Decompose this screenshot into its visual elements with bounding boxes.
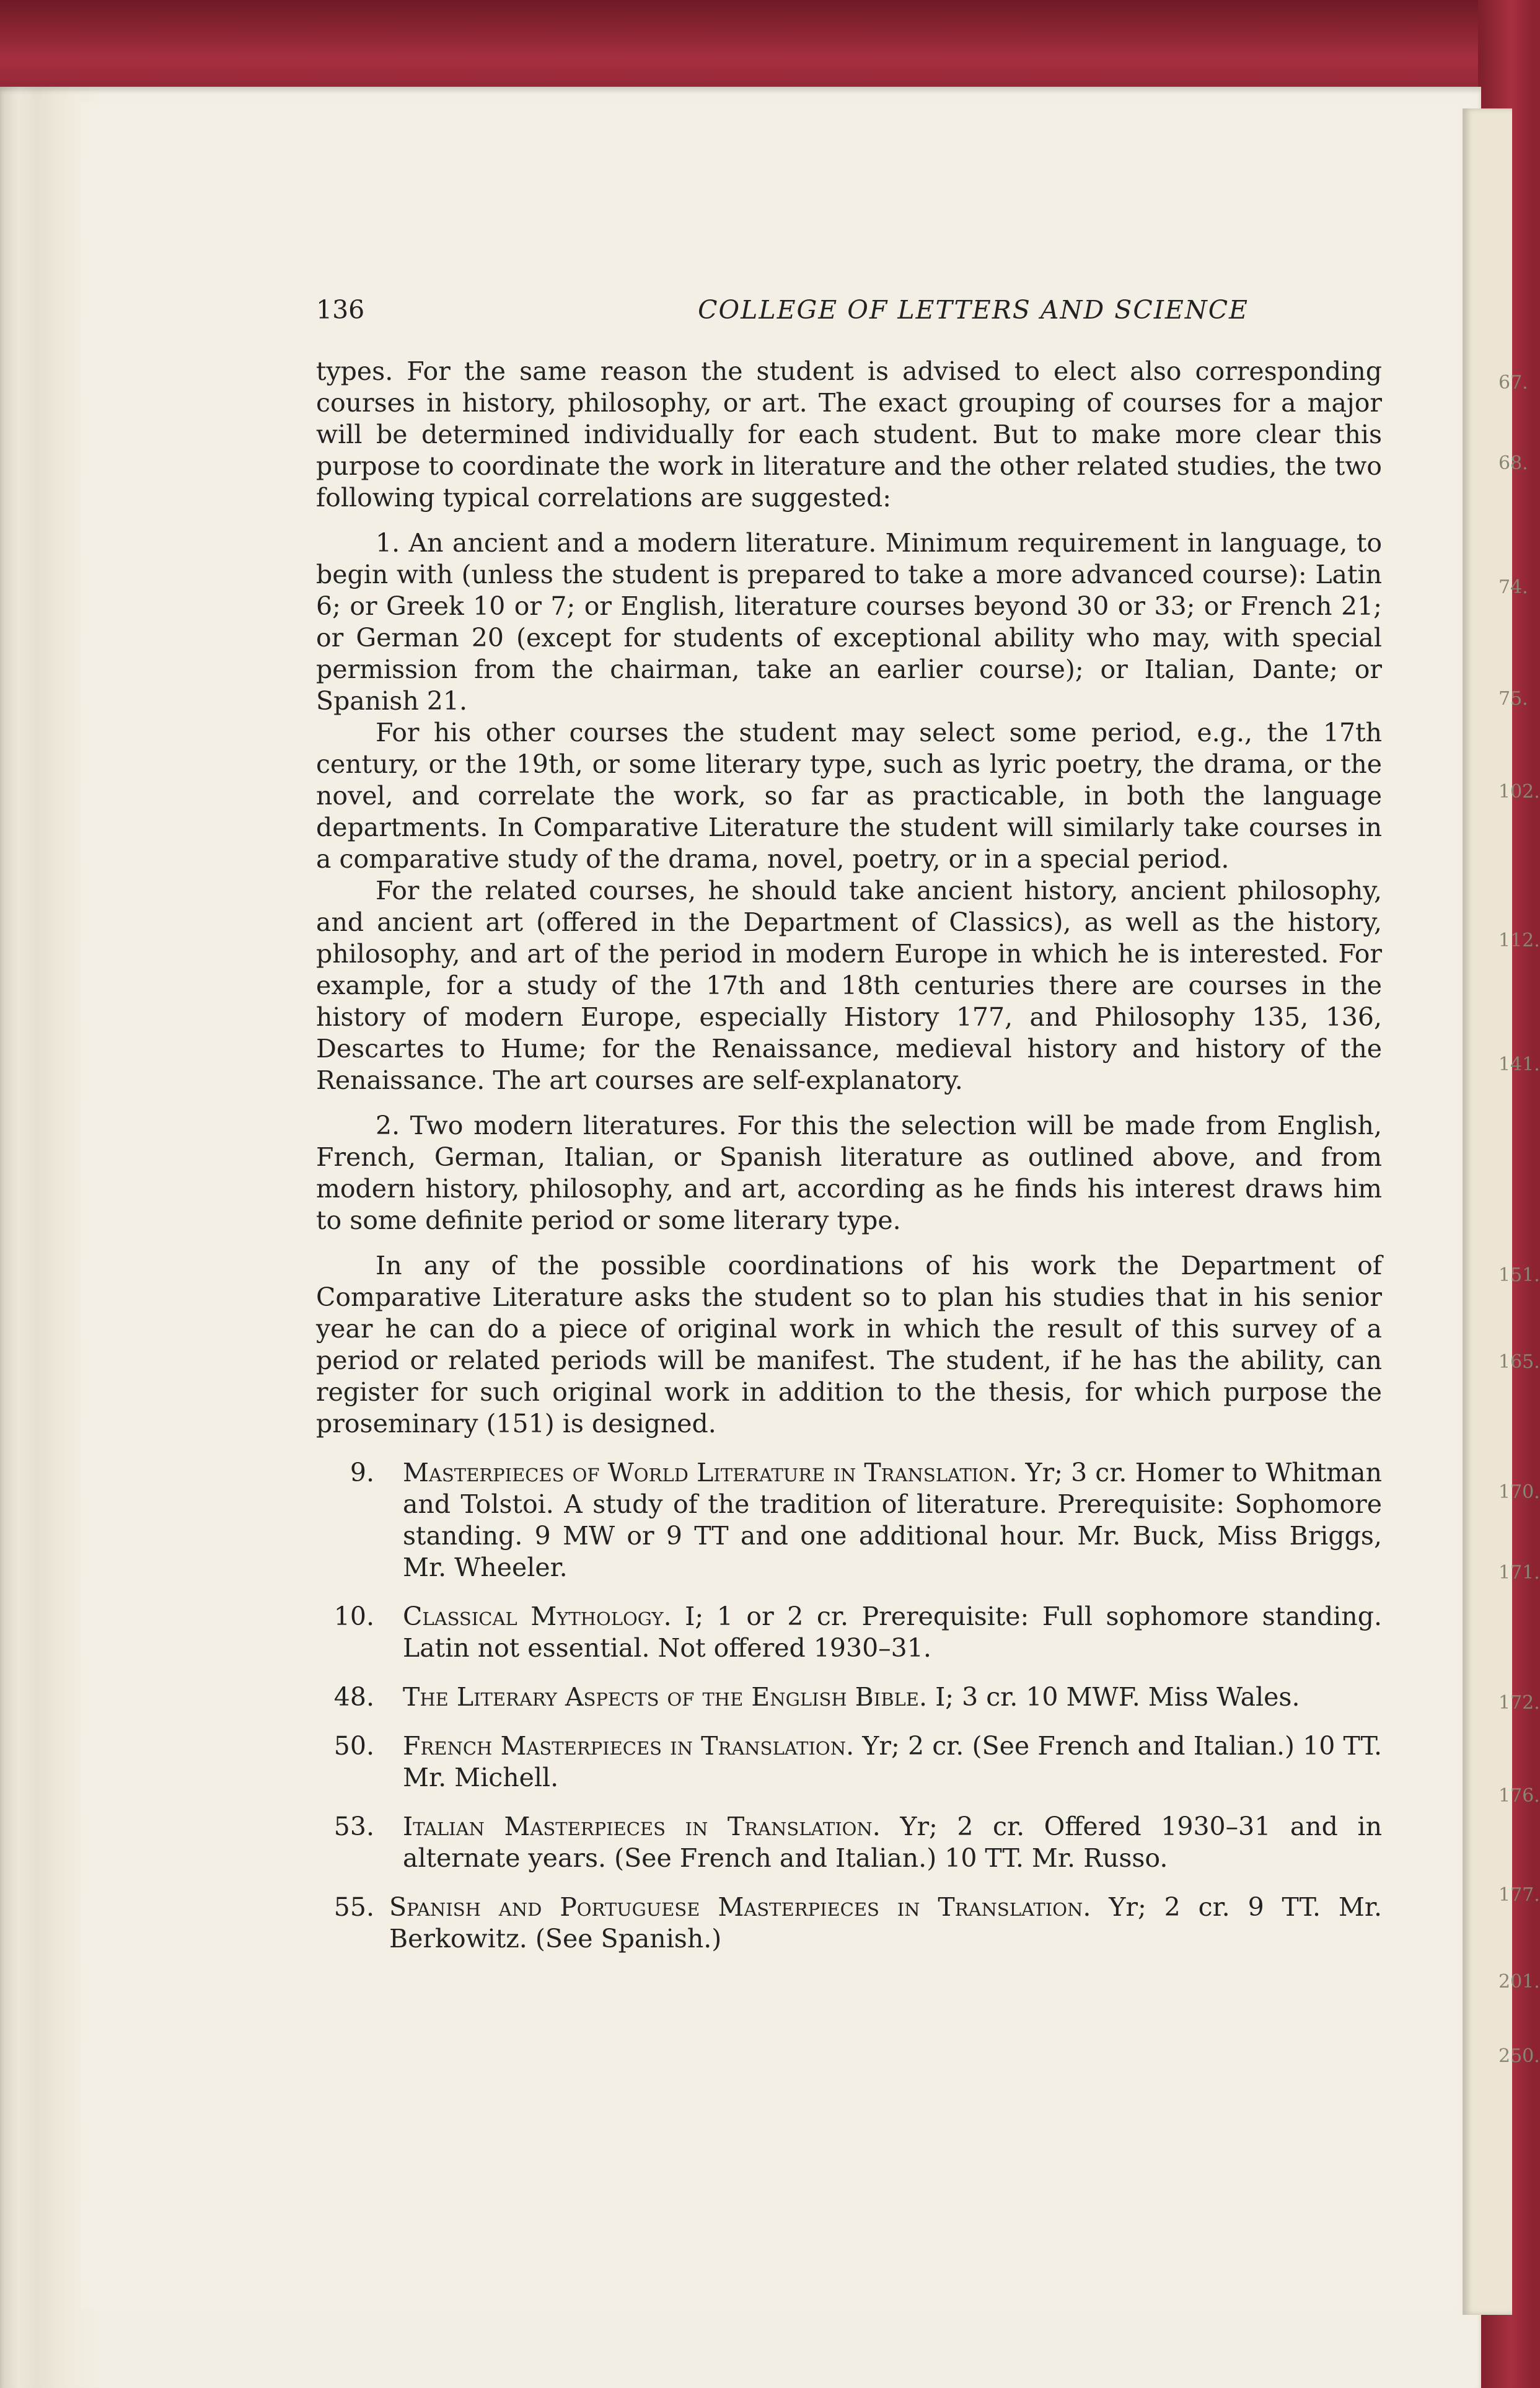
course-entry <box>316 1457 1382 1584</box>
course-details: Yr; 3 cr. Homer to Whitman and Tolstoi. A study of the tradition of literature. Prerequisite: Sophomore standing. 9 MW or 9 TT and one additional hour. Mr. Buck, Miss Briggs, Mr. Wheeler. <box>403 1458 1382 1582</box>
facing-page-number: 171. <box>1498 1562 1540 1584</box>
course-entry <box>316 1681 1382 1713</box>
facing-page-number: 151. <box>1498 1264 1540 1286</box>
course-name: The Literary Aspects of the English Bible. <box>403 1682 928 1712</box>
course-number: 55. <box>333 1892 374 1922</box>
facing-page-number: 176. <box>1498 1785 1540 1807</box>
course-details: Yr; 2 cr. 9 TT. Mr. Berkowitz. (See Spanish.) <box>389 1892 1382 1954</box>
paragraph-related-courses: For the related courses, he should take ancient history, ancient philosophy, and ancient art (offered in the Department of Classics), as well as the history, philosophy, and art of the period in modern Europe in which he is interested. For example, for a study of the 17th and 18th centuries there are courses in the history of modern Europe, especially History 177, and Philosophy 135, 136, Descartes to Hume; for the Renaissance, medieval history and history of the Renaissance. The art courses are self-explanatory. <box>316 876 1382 1095</box>
running-title: COLLEGE OF LETTERS AND SCIENCE <box>698 295 1249 325</box>
course-name: Spanish and Portuguese Masterpieces in Translation. <box>389 1892 1091 1922</box>
facing-page-number: 170. <box>1498 1481 1540 1503</box>
course-entry <box>316 1892 1382 1955</box>
course-number: 48. <box>333 1682 374 1712</box>
course-name: Italian Masterpieces in Translation. <box>403 1812 881 1841</box>
facing-page-number: 141. <box>1498 1054 1540 1075</box>
course-name: Classical Mythology. <box>403 1602 672 1631</box>
course-name: Masterpieces of World Literature in Translation. <box>403 1458 1018 1487</box>
facing-page-number: 177. <box>1498 1884 1540 1906</box>
facing-page-number: 165. <box>1498 1351 1540 1373</box>
course-body <box>403 1457 1382 1584</box>
course-number: 10. <box>333 1602 374 1631</box>
facing-page-number: 102. <box>1498 781 1540 803</box>
course-body <box>403 1601 1382 1664</box>
course-body <box>403 1681 1382 1713</box>
course-body <box>389 1892 1382 1955</box>
facing-page-number: 67. <box>1498 372 1528 394</box>
running-head <box>316 294 1382 326</box>
page-number: 136 <box>316 295 365 325</box>
course-number: 50. <box>333 1731 374 1761</box>
course-name: French Masterpieces in Translation. <box>403 1731 855 1761</box>
course-details: I; 1 or 2 cr. Prerequisite: Full sophomore standing. Latin not essential. Not offered 1930–31. <box>403 1602 1382 1663</box>
course-entry <box>316 1601 1382 1664</box>
course-entry <box>316 1730 1382 1794</box>
course-body <box>403 1811 1382 1874</box>
facing-page-number: 112. <box>1498 930 1540 951</box>
facing-page-number: 74. <box>1498 576 1528 598</box>
course-number: 53. <box>333 1812 374 1841</box>
paragraph-intro: types. For the same reason the student is advised to elect also corresponding courses in history, philosophy, or art. The exact grouping of courses for a major will be determined individually for each student. But to make more clear this purpose to coordinate the work in literature and the other related studies, the two following typical correlations are suggested: <box>316 356 1382 513</box>
course-body <box>403 1730 1382 1794</box>
course-entry <box>316 1811 1382 1874</box>
page-content <box>316 294 1382 1955</box>
paragraph-correlation-2: 2. Two modern literatures. For this the selection will be made from English, French, German, Italian, or Spanish literature as outlined above, and from modern history, philosophy, and art, according as he finds his interest draws him to some definite period or some literary type. <box>316 1111 1382 1235</box>
facing-page-number: 250. <box>1498 2045 1540 2067</box>
facing-page-number: 68. <box>1498 452 1528 474</box>
course-details: I; 3 cr. 10 MWF. Miss Wales. <box>935 1682 1300 1712</box>
course-details: Yr; 2 cr. Offered 1930–31 and in alternate years. (See French and Italian.) 10 TT. Mr. Russo. <box>403 1812 1382 1873</box>
course-number: 9. <box>350 1458 374 1487</box>
facing-page-number: 201. <box>1498 1971 1540 1993</box>
paragraph-coordinations: In any of the possible coordinations of his work the Department of Comparative Literature asks the student so to plan his studies that in his senior year he can do a piece of original work in which the result of this survey of a period or related periods will be manifest. The student, if he has the ability, can register for such original work in addition to the thesis, for which purpose the proseminary (151) is designed. <box>316 1251 1382 1439</box>
paragraph-other-courses: For his other courses the student may select some period, e.g., the 17th century, or the 19th, or some literary type, such as lyric poetry, the drama, or the novel, and correlate the work, so far as practicable, in both the language departments. In Comparative Literature the student will similarly take courses in a comparative study of the drama, novel, poetry, or in a special period. <box>316 718 1382 874</box>
facing-page-number: 75. <box>1498 688 1528 710</box>
facing-page-number: 172. <box>1498 1692 1540 1714</box>
paragraph-correlation-1: 1. An ancient and a modern literature. Minimum requirement in language, to begin with (unless the student is prepared to take a more advanced course): Latin 6; or Greek 10 or 7; or English, literature courses beyond 30 or 33; or French 21; or German 20 (except for students of exceptional ability who may, with special permission from the chairman, take an earlier course); or Italian, Dante; or Spanish 21. <box>316 528 1382 716</box>
course-details: Yr; 2 cr. (See French and Italian.) 10 TT. Mr. Michell. <box>403 1731 1382 1792</box>
